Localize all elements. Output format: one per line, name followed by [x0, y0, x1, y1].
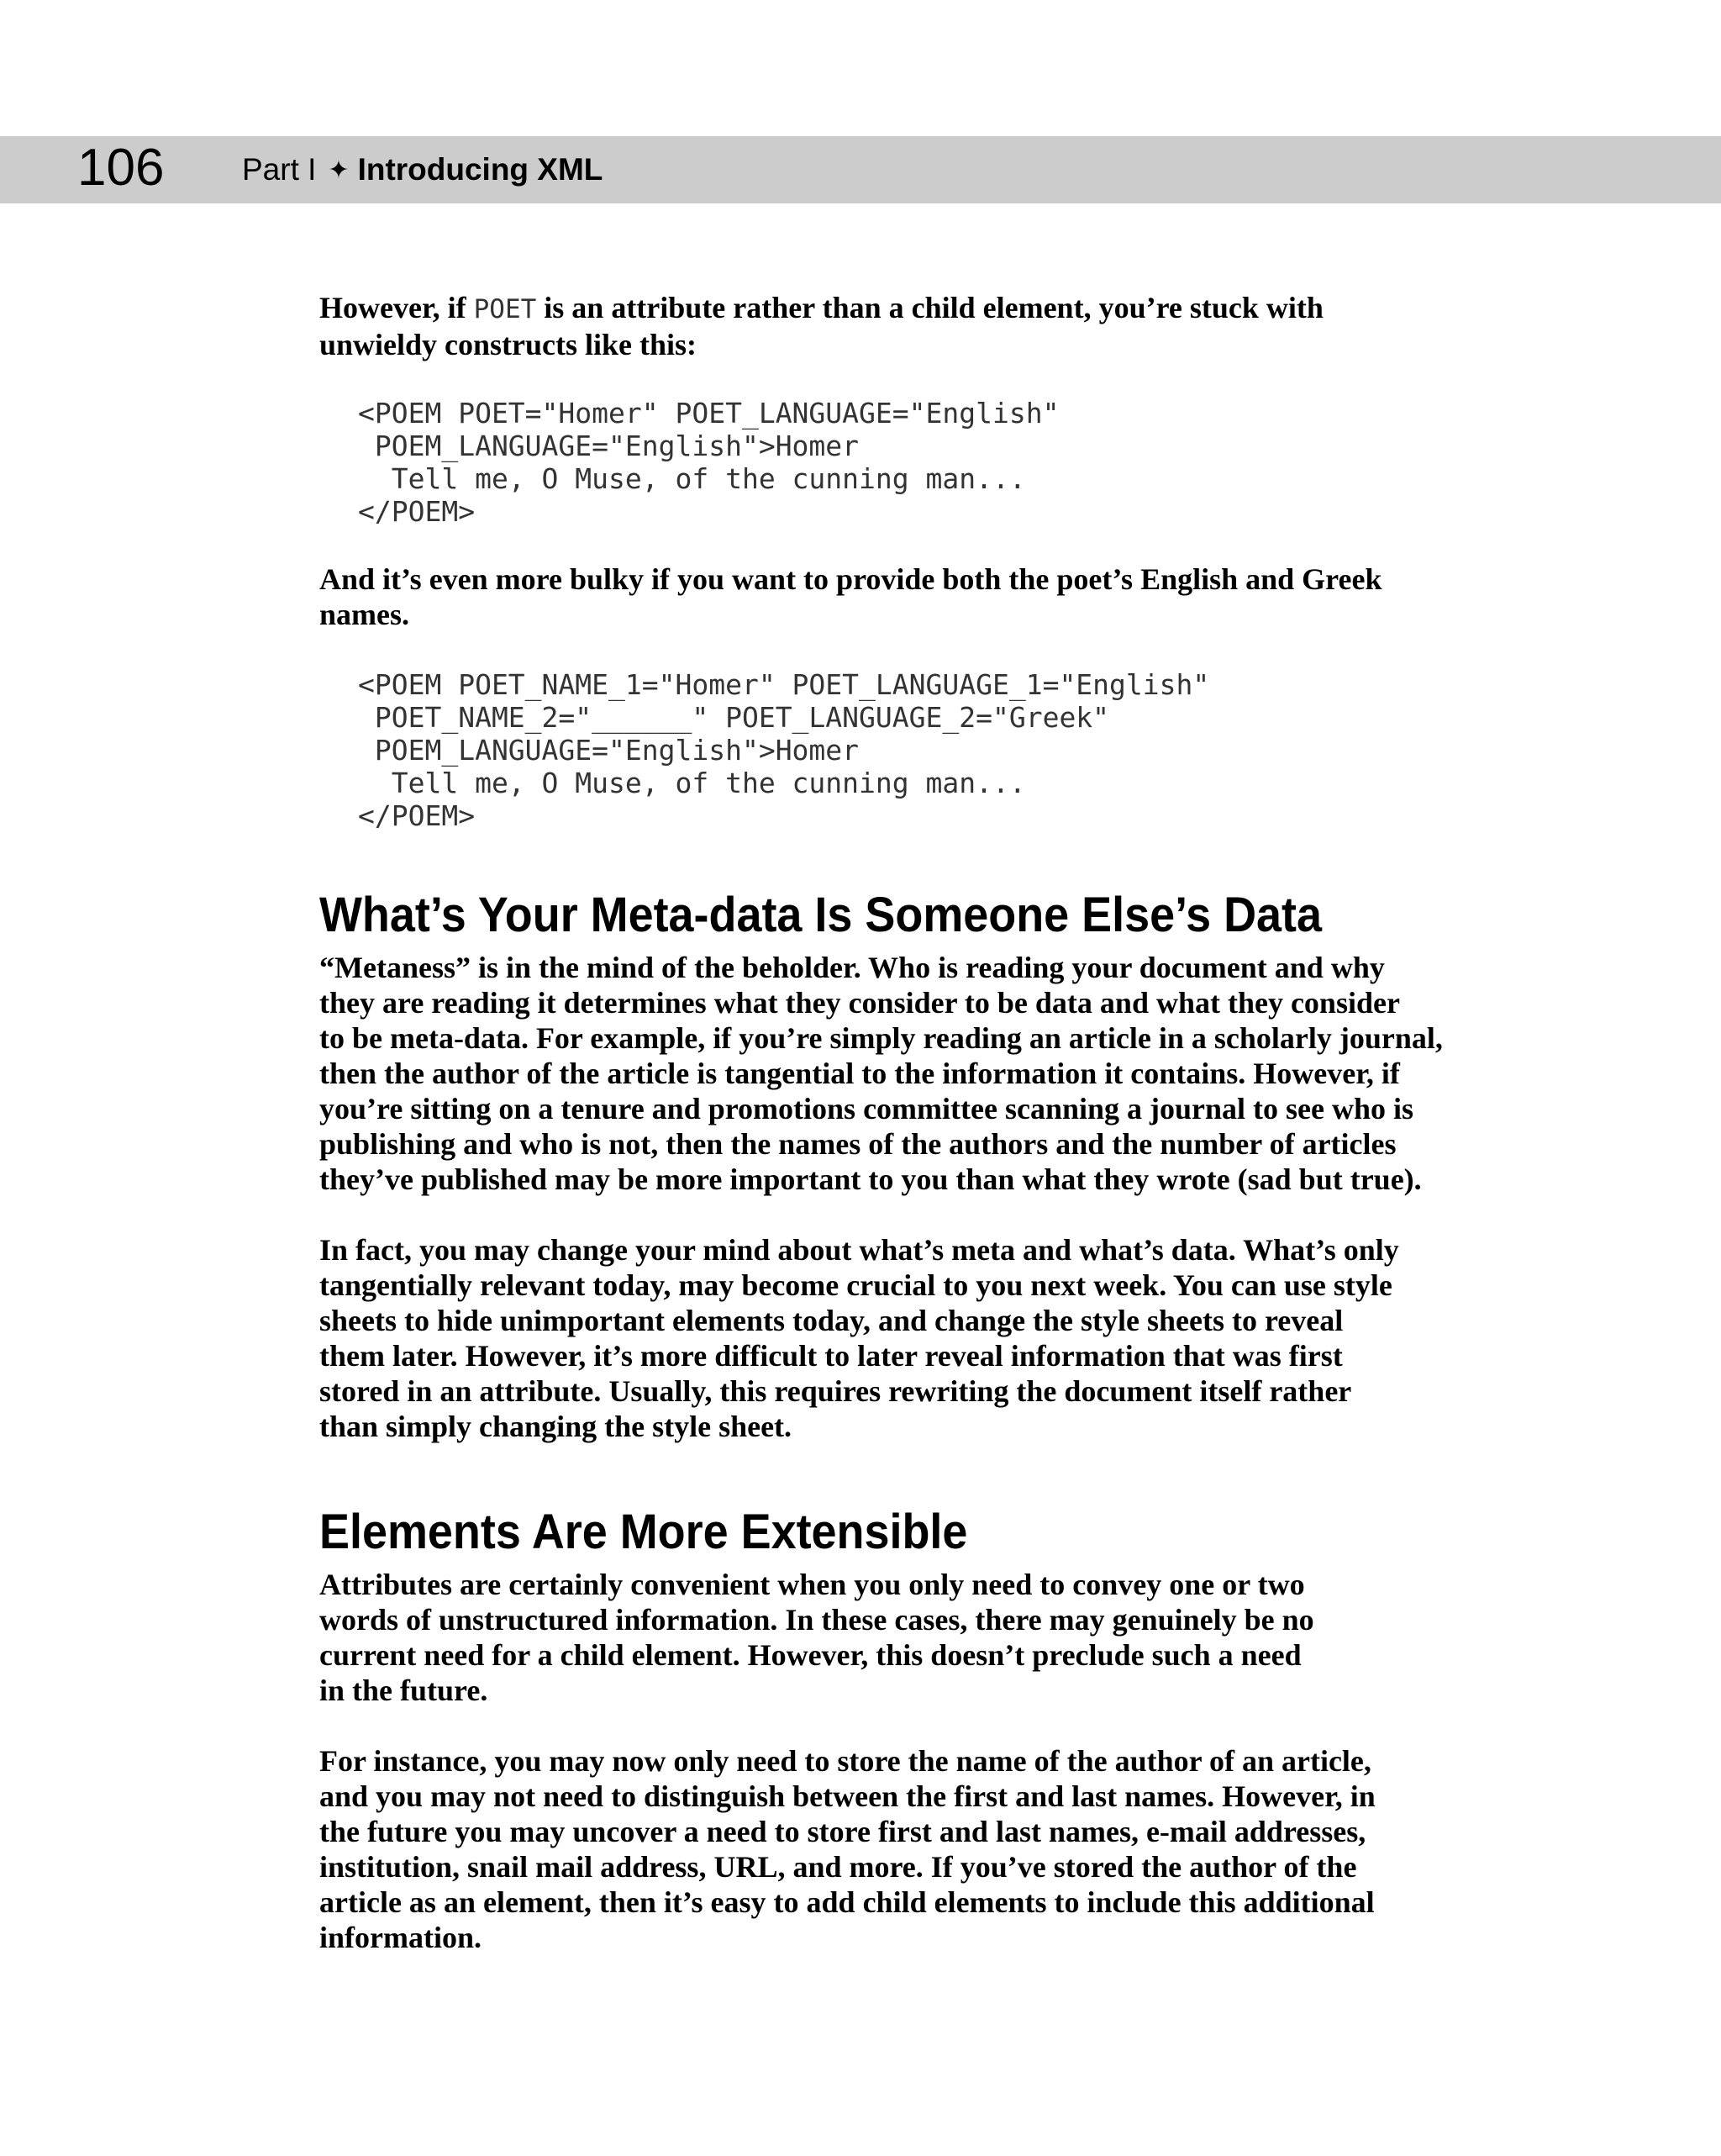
running-head	[242, 136, 603, 203]
metadata-paragraph-2: In fact, you may change your mind about what’s meta and what’s data. What’s only tangentially relevant today, may become crucial to you next week. You can use style sheets to hide unimportant elements today, and change the style sheets to reveal them later. However, it’s more difficult to later reveal information that was first stored in an attribute. Usually, this requires rewriting the document itself rather than simply changing the style sheet.	[319, 1233, 1399, 1443]
chapter-part-title: Introducing XML	[357, 152, 603, 187]
intro-text-after: is an attribute rather than a child element, you’re stuck with unwieldy constructs like this:	[319, 291, 1324, 361]
code-example-2: <POEM POET_NAME_1="Homer" POET_LANGUAGE_1="English" POET_NAME_2="______" POET_LANGUAGE_2="Greek" POEM_LANGUAGE="English">Homer Tell me, O Muse, of the cunning man... </POEM>	[358, 668, 1210, 832]
inline-code-term: POET	[473, 294, 537, 324]
page-number: 106	[77, 139, 165, 197]
extensible-paragraph-1: Attributes are certainly convenient when you only need to convey one or two words of unstructured information. In these cases, there may genuinely be no current need for a child element. However, this doesn’t preclude such a need in the future.	[319, 1568, 1314, 1707]
part-label: Part I	[242, 152, 317, 187]
paragraph-bulky: And it’s even more bulky if you want to provide both the poet’s English and Greek names.	[319, 562, 1382, 631]
code-example-1: <POEM POET="Homer" POET_LANGUAGE="English" POEM_LANGUAGE="English">Homer Tell me, O Muse, of the cunning man... </POEM>	[358, 397, 1060, 528]
metadata-paragraph-1: “Metaness” is in the mind of the beholder. Who is reading your document and why they are reading it determines what they consider to be data and what they consider to be meta-data. For example, if you’re simply reading an article in a scholarly journal, then the author of the article is tangential to the information it contains. However, if you’re sitting on a tenure and promotions committee scanning a journal to see who is publishing and who is not, then the names of the authors and the number of articles they’ve published may be more important to you than what they wrote (sad but true).	[319, 951, 1443, 1196]
extensible-paragraph-2: For instance, you may now only need to store the name of the author of an article, and you may not need to distinguish between the first and last names. However, in the future you may uncover a need to store first and last names, e-mail addresses, institution, snail mail address, URL, and more. If you’ve stored the author of the article as an element, then it’s easy to add child elements to include this additional information.	[319, 1744, 1376, 1954]
separator-diamond-icon: ✦	[328, 156, 350, 184]
page-body	[319, 290, 1513, 1955]
section-heading-extensible: Elements Are More Extensible	[319, 1505, 968, 1559]
section-heading-metadata: What’s Your Meta-data Is Someone Else’s Data	[319, 888, 1323, 942]
intro-text-before: However, if	[319, 291, 474, 324]
intro-paragraph	[319, 290, 1513, 362]
